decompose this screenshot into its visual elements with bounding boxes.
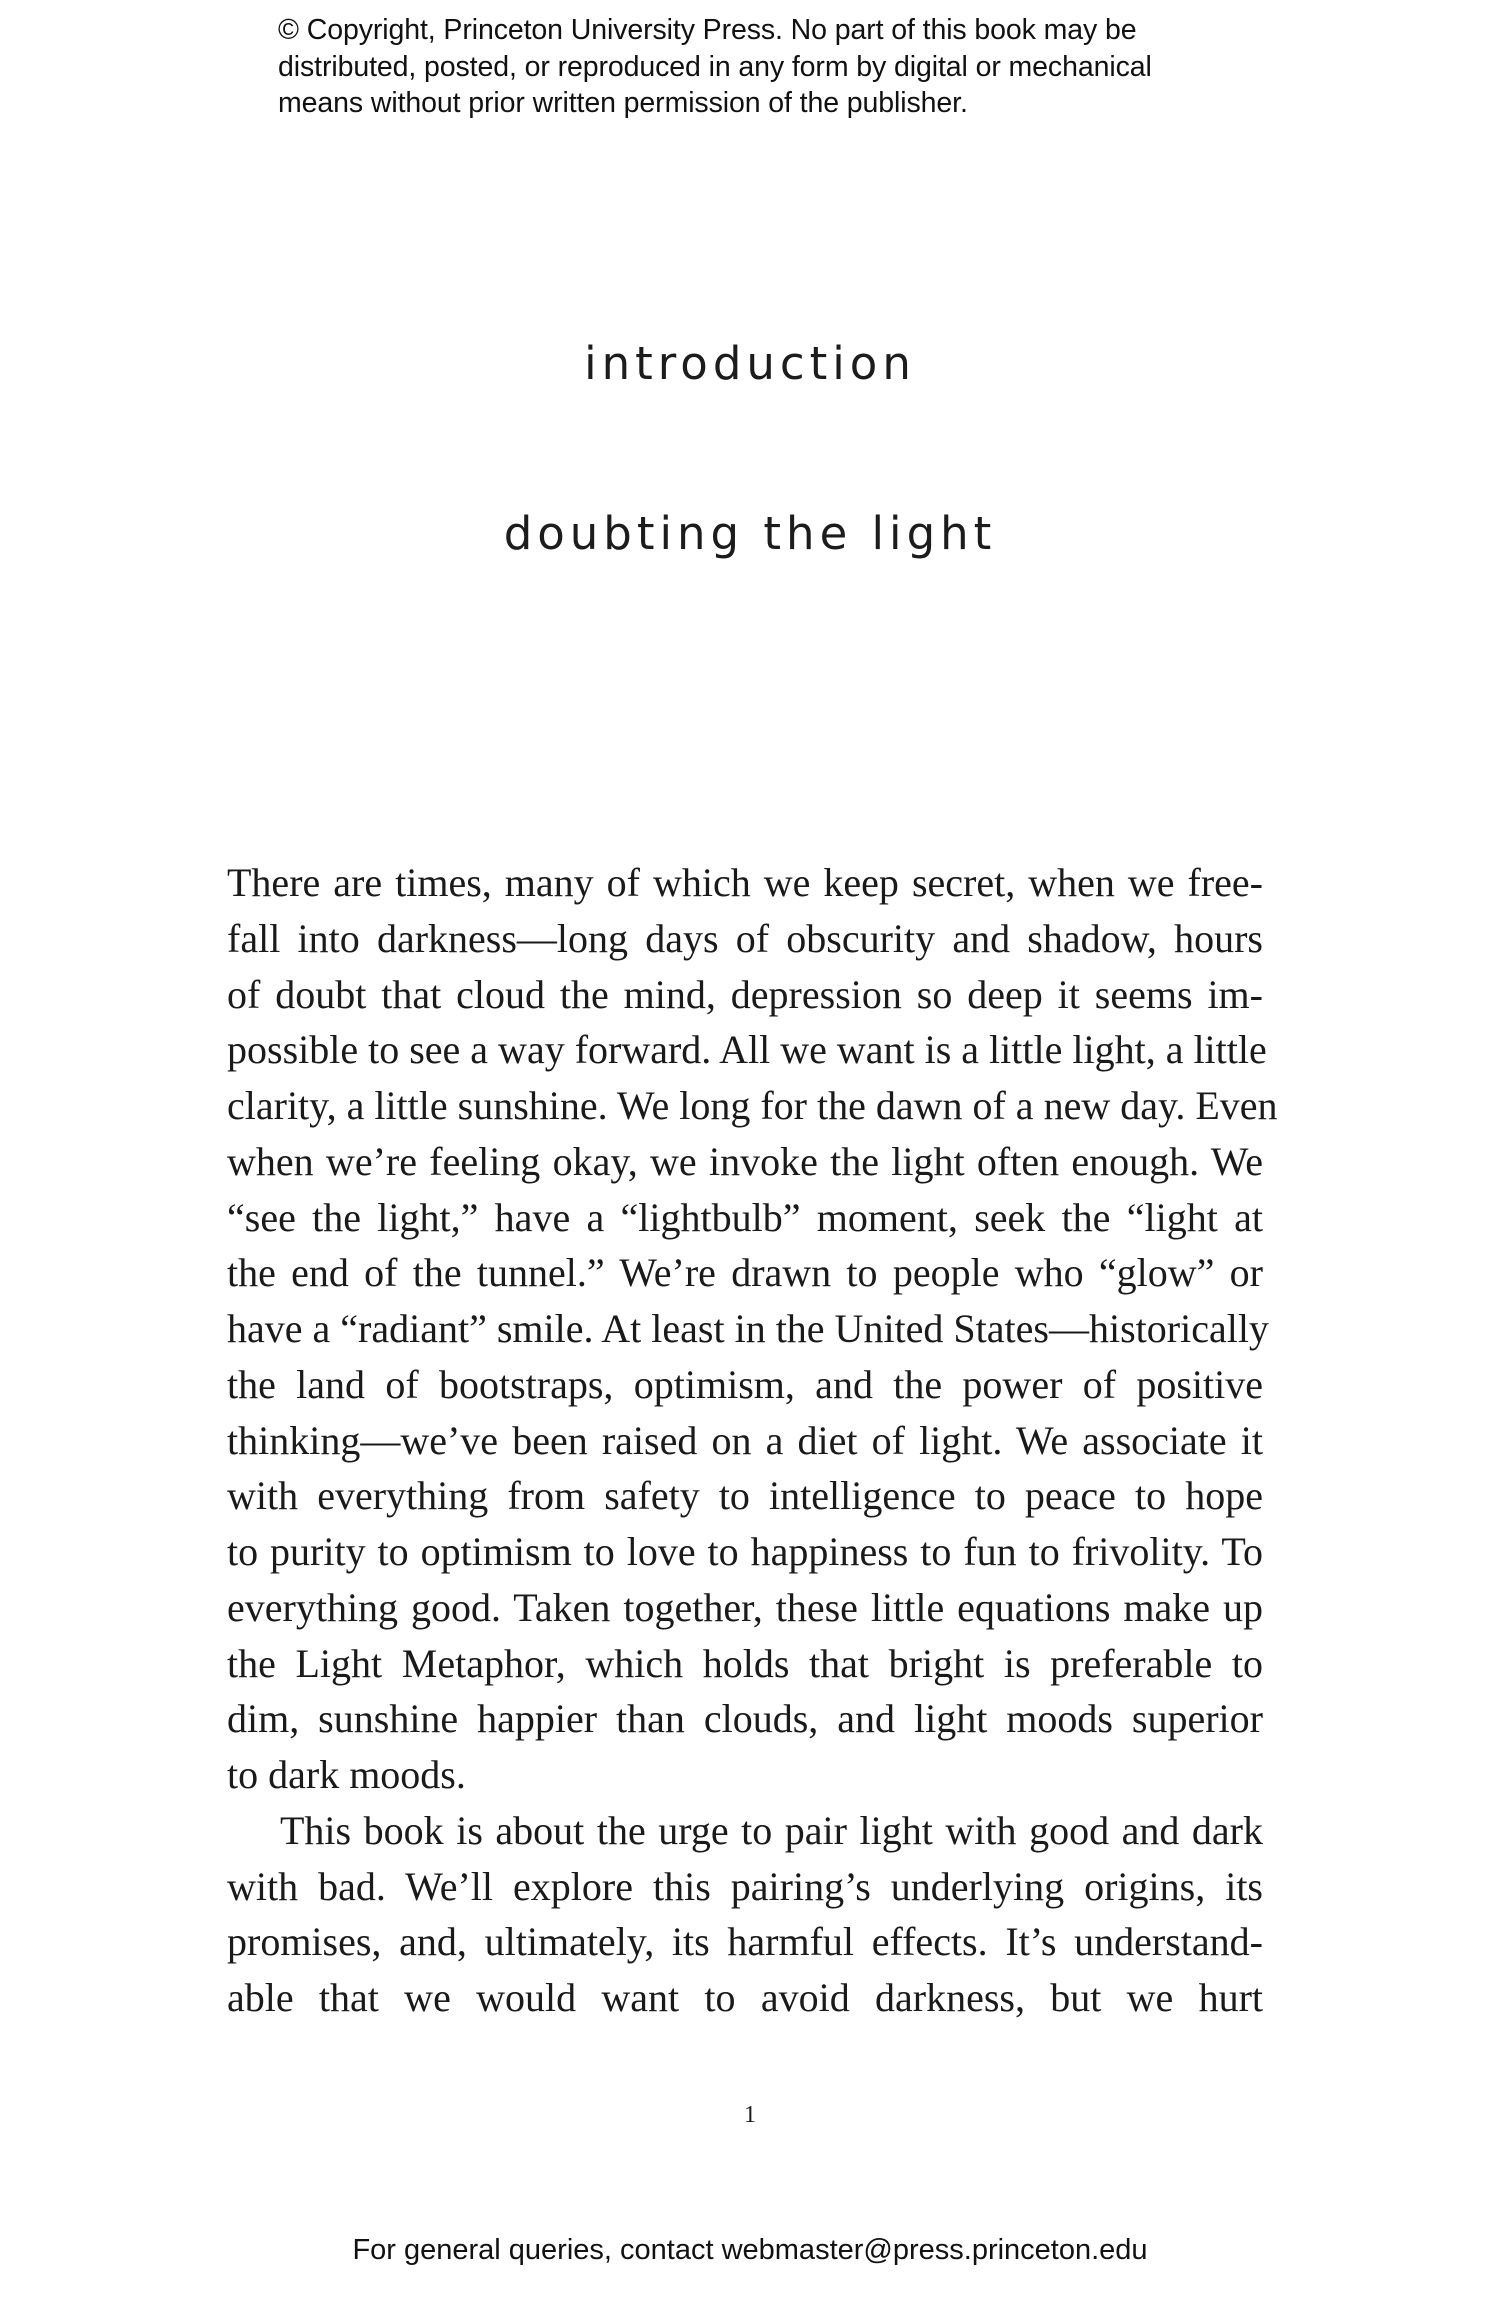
copyright-line: distributed, posted, or reproduced in any form by digital or mechanical bbox=[278, 50, 1152, 83]
paragraph bbox=[227, 1803, 1263, 2026]
text-line: to dark moods. bbox=[227, 1752, 466, 1797]
text-line: This book is about the urge to pair light with good and dark bbox=[280, 1807, 1263, 1853]
text-line: There are times, many of which we keep secret, when we free- bbox=[227, 860, 1263, 905]
text-line: have a “radiant” smile. At least in the United States—historically bbox=[227, 1306, 1269, 1351]
text-line: dim, sunshine happier than clouds, and light moods superior bbox=[227, 1696, 1263, 1742]
text-line: possible to see a way forward. All we want is a little light, a little bbox=[227, 1027, 1267, 1073]
paragraph bbox=[227, 855, 1278, 1803]
text-line: promises, and, ultimately, its harmful effects. It’s understand- bbox=[227, 1919, 1263, 1965]
copyright-line: means without prior written permission of the publisher. bbox=[278, 87, 968, 119]
text-line: everything good. Taken together, these little equations make up bbox=[227, 1584, 1263, 1630]
body-text bbox=[227, 855, 1278, 2026]
text-line: fall into darkness—long days of obscurity and shadow, hours bbox=[227, 915, 1263, 961]
copyright-notice bbox=[278, 12, 1258, 122]
text-line: when we’re feeling okay, we invoke the light often enough. We bbox=[227, 1138, 1263, 1184]
text-line: with everything from safety to intelligence to peace to hope bbox=[227, 1473, 1263, 1519]
text-line: the end of the tunnel.” We’re drawn to people who “glow” or bbox=[227, 1250, 1263, 1296]
text-line: “see the light,” have a “lightbulb” moment, seek the “light at bbox=[227, 1194, 1263, 1240]
text-line: clarity, a little sunshine. We long for the dawn of a new day. Even bbox=[227, 1083, 1278, 1128]
footer-contact: For general queries, contact webmaster@press.princeton.edu bbox=[352, 2234, 1148, 2266]
chapter-label: introduction bbox=[584, 337, 916, 390]
text-line: able that we would want to avoid darkness, but we hurt bbox=[227, 1975, 1263, 2020]
text-line: of doubt that cloud the mind, depression so deep it seems im- bbox=[227, 971, 1263, 1017]
chapter-title: doubting the light bbox=[503, 507, 997, 560]
text-line: the Light Metaphor, which holds that bright is preferable to bbox=[227, 1640, 1263, 1686]
copyright-line: © Copyright, Princeton University Press. No part of this book may be bbox=[278, 14, 1137, 46]
page-number: 1 bbox=[744, 2102, 756, 2128]
text-line: with bad. We’ll explore this pairing’s underlying origins, its bbox=[227, 1863, 1263, 1909]
text-line: the land of bootstraps, optimism, and the power of positive bbox=[227, 1361, 1263, 1407]
text-line: thinking—we’ve been raised on a diet of light. We associate it bbox=[227, 1417, 1263, 1463]
text-line: to purity to optimism to love to happiness to fun to frivolity. To bbox=[227, 1529, 1263, 1574]
